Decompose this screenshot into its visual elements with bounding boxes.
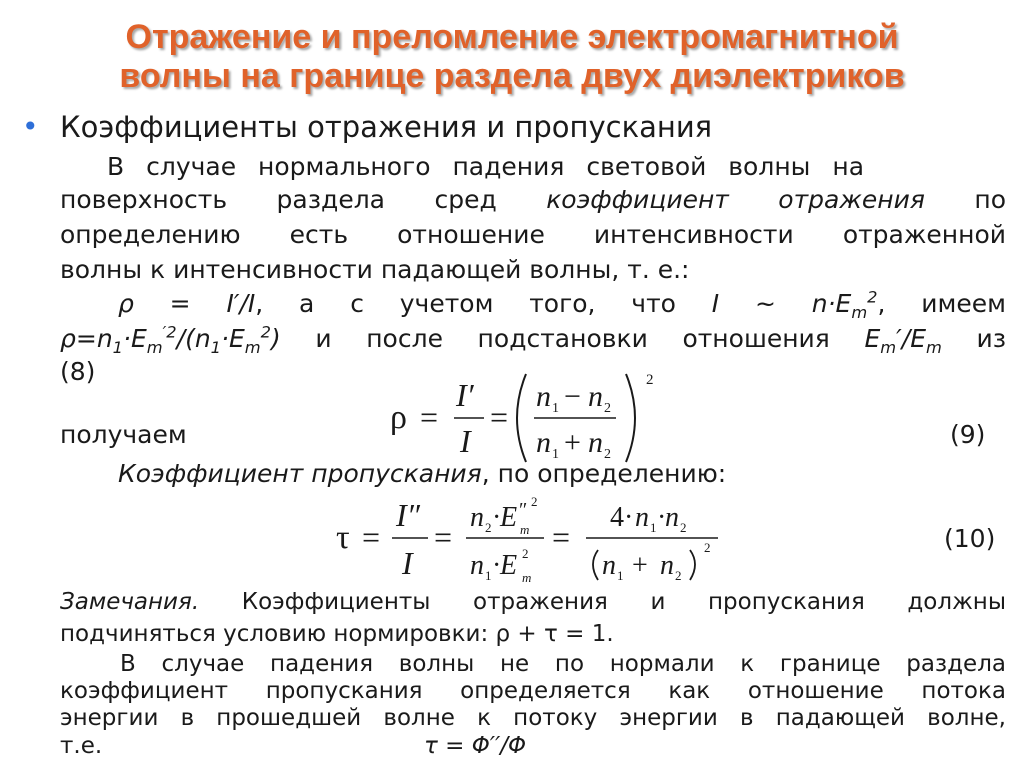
eq9-rho: ρ <box>390 399 407 436</box>
slide-title-line-2: волны на границе раздела двух диэлектриков <box>119 57 905 95</box>
eq10-num-dp: ″ <box>519 499 528 521</box>
eq10-den-dot: · <box>492 550 502 581</box>
equation-9 <box>380 368 670 468</box>
remarks-line-1 <box>60 588 1006 616</box>
flux-ratio-formula <box>424 732 526 760</box>
eq9-iprime: I′ <box>456 377 474 413</box>
para1-text-2b: по <box>974 185 1006 214</box>
amplitude-ratio: $E_m'/E_m$ <box>864 324 942 357</box>
para2-line-1 <box>118 287 1006 322</box>
eq10-num-sub2: 2 <box>485 520 492 535</box>
eq10-r-n2: n <box>665 502 679 533</box>
eq9-den-plus: + <box>564 426 581 459</box>
eq9-i: I <box>460 423 471 459</box>
remarks-line-3 <box>120 650 1006 678</box>
eq10-idp: I″ <box>396 497 420 533</box>
remarks-line-5 <box>60 704 1006 732</box>
para1-line-2 <box>60 185 1006 215</box>
eq10-den-n1: n <box>470 550 484 581</box>
eq9-num-sub2: 2 <box>604 401 611 416</box>
para1-text-4: волны к интенсивности падающей волны, т. е.: <box>60 255 690 284</box>
eq9-num-n2: n <box>588 380 603 413</box>
remarks-text-3: В случае падения волны не по нормали к границе раздела <box>120 651 1006 677</box>
eq9-num-minus: − <box>564 380 581 413</box>
remarks-text-1: Коэффициенты отражения и пропускания должны <box>241 589 1006 615</box>
eq9-lead <box>60 420 187 450</box>
eq10-num-e: E <box>500 502 518 533</box>
eq10-d-n1: n <box>602 550 616 581</box>
eq10-den-sub1: 1 <box>485 568 492 583</box>
eq10-den-exp: 2 <box>522 546 529 561</box>
remarks-text-5: энергии в прошедшей волне к потоку энергии в падающей волне, <box>60 705 1006 731</box>
para2-text-subst: и после подстановки отношения <box>315 324 830 353</box>
eq10-r-four: 4· <box>610 502 634 533</box>
eq10-den-e: E <box>500 550 518 581</box>
para1-line-4 <box>60 255 689 285</box>
remarks-line-2 <box>60 620 614 648</box>
eq10-d-plus: + <box>632 550 648 581</box>
eq10-num-n2: n <box>470 502 484 533</box>
equation-number-10: (10) <box>944 524 996 553</box>
equation-ref-8: (8) <box>60 357 96 386</box>
eq10-d-n2: n <box>660 550 674 581</box>
eq10-r-n1: n <box>635 502 649 533</box>
para1-text-2a: поверхность раздела сред <box>60 185 497 214</box>
eq9-get-text: получаем <box>60 420 187 449</box>
reflection-coefficient-term: коэффициент отражения <box>546 185 925 214</box>
eq10-den-m: m <box>522 570 532 585</box>
para1-line-1 <box>107 152 864 182</box>
eq9-exponent: 2 <box>646 372 654 388</box>
eq9-eq2: = <box>490 399 509 435</box>
remarks-text-2: подчиняться условию нормировки: ρ + τ = 1. <box>60 621 614 647</box>
remarks-line-4 <box>60 677 1006 705</box>
eq10-d-exp: 2 <box>704 540 711 555</box>
eq10-num-exp: 2 <box>531 494 538 509</box>
eq9-eq1: = <box>420 399 439 435</box>
eq9-paren-left <box>517 374 526 462</box>
para2-line-3 <box>60 357 95 387</box>
eq9-den-n2: n <box>588 426 603 459</box>
bullet-icon: • <box>22 110 39 143</box>
remarks-line-6 <box>60 732 102 760</box>
eq10-d-sub1: 1 <box>617 568 624 583</box>
rho-definition: ρ = I′/I <box>118 289 256 318</box>
eq9-den-sub2: 2 <box>604 447 611 462</box>
para1-text-1: В случае нормального падения световой волны на <box>107 152 865 181</box>
eq10-paren-left <box>593 550 598 580</box>
eq9-den-n1: n <box>536 426 551 459</box>
eq10-paren-right <box>690 550 695 580</box>
eq9-num-n1: n <box>536 380 551 413</box>
transmission-rest: , по определению: <box>481 459 727 488</box>
eq10-eq3: = <box>552 519 571 555</box>
eq10-r-sub1: 1 <box>650 520 657 535</box>
remarks-text-4: коэффициент пропускания определяется как отношение потока <box>60 678 1006 704</box>
slide-title-line-1: Отражение и преломление электромагнитной <box>125 18 899 56</box>
eq9-paren-right <box>626 374 635 462</box>
eq9-num-sub1: 1 <box>552 401 559 416</box>
section-heading: Коэффициенты отражения и пропускания <box>60 110 713 144</box>
eq10-r-dot: · <box>657 502 667 533</box>
transmission-coefficient-term: Коэффициент пропускания <box>118 459 482 488</box>
eq10-eq2: = <box>434 519 453 555</box>
eq10-i: I <box>402 545 413 581</box>
eq10-eq1: = <box>362 519 381 555</box>
para1-line-3 <box>60 220 1006 250</box>
remarks-text-6: т.е. <box>60 733 103 759</box>
para2-text-from: из <box>976 324 1007 353</box>
flux-ratio-text: τ = Φ′′/Φ <box>424 733 527 759</box>
rho-expression: $\rho=n_1\cdot E_m^{'2}/(n_1\cdot E_m^2)$ <box>60 322 281 357</box>
transmission-line <box>118 459 726 489</box>
eq10-d-sub2: 2 <box>675 568 682 583</box>
eq9-den-sub1: 1 <box>552 447 559 462</box>
equation-10 <box>330 490 730 590</box>
slide-title <box>0 18 1024 96</box>
equation-number-9: (9) <box>950 420 986 449</box>
para2-text-have: , имеем <box>877 289 1006 318</box>
para1-text-3: определению есть отношение интенсивности отраженной <box>60 220 1006 249</box>
eq10-r-sub2: 2 <box>680 520 687 535</box>
intensity-proportionality: I ~ $n\cdot E_m^2$ <box>711 287 878 322</box>
para2-text-with: , а с учетом того, что <box>255 289 676 318</box>
para2-line-2 <box>60 322 1007 357</box>
eq10-tau: τ <box>336 519 350 556</box>
eq10-num-dot: · <box>492 502 502 533</box>
remarks-label: Замечания. <box>60 589 200 615</box>
eq10-num-m: m <box>520 522 530 537</box>
